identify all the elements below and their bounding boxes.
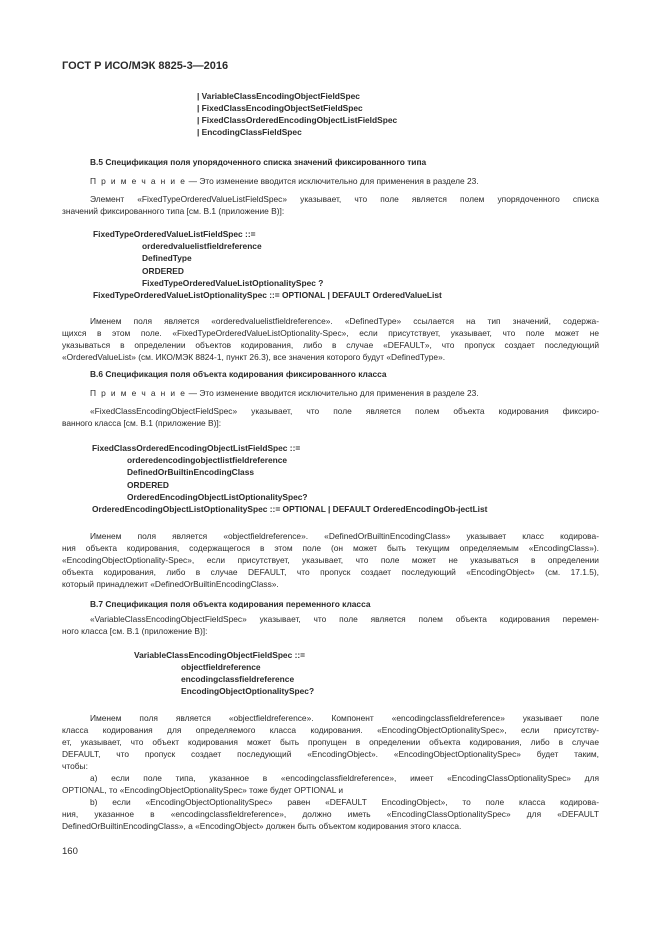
code-line: OrderedEncodingObjectListOptionalitySpec ::= OPTIONAL | DEFAULT OrderedEncodingOb-jectList bbox=[92, 504, 488, 514]
paragraph-b6-1: «FixedClassEncodingObjectFieldSpec» указывает, что поле является полем объекта кодирования фиксиро- ванного класса [см. В.1 (приложение В)]: bbox=[62, 406, 599, 428]
code-line: VariableClassEncodingObjectFieldSpec ::= bbox=[134, 650, 306, 660]
note-b6 bbox=[90, 388, 479, 400]
code-line: FixedTypeOrderedValueListFieldSpec ::= bbox=[93, 229, 256, 239]
code-line: orderedencodingobjectlistfieldreference bbox=[127, 455, 288, 465]
intro-list-item: | FixedClassOrderedEncodingObjectListFieldSpec bbox=[197, 115, 398, 125]
note-label: П р и м е ч а н и е bbox=[90, 176, 187, 186]
code-line: ORDERED bbox=[127, 480, 169, 490]
code-line: OrderedEncodingObjectListOptionalitySpec? bbox=[127, 492, 308, 502]
code-line: orderedvaluelistfieldreference bbox=[142, 241, 262, 251]
code-line: FixedTypeOrderedValueListOptionalitySpec ::= OPTIONAL | DEFAULT OrderedValueList bbox=[93, 290, 442, 300]
intro-list-item: | EncodingClassFieldSpec bbox=[197, 127, 302, 137]
section-heading-b6: В.6 Спецификация поля объекта кодирования фиксированного класса bbox=[90, 369, 387, 379]
code-line: ORDERED bbox=[142, 266, 184, 276]
paragraph-b5-2: Именем поля является «orderedvaluelistfieldreference». «DefinedType» ссылается на тип значений, содержа- щихся в этом поле. «FixedTypeOrderedValueListOptionality-Spec», если присутствует, указывает, что поле может не указываться в определении объектов кодирования, либо в случае «DEFAULT», что пропуск создает последующий «OrderedValueList» (см. ИКО/МЭК 8824-1, пункт 26.3), все значения которого будут «DefinedType». bbox=[62, 316, 599, 362]
code-line: encodingclassfieldreference bbox=[181, 674, 295, 684]
note-label: П р и м е ч а н и е bbox=[90, 388, 187, 398]
intro-list-item: | FixedClassEncodingObjectSetFieldSpec bbox=[197, 103, 363, 113]
paragraph-b6-2: Именем поля является «objectfieldreference». «DefinedOrBuiltinEncodingClass» указывает класс кодирова- ния объекта кодирования, содержащегося в этом поле (он может быть текущим определяемым «EncodingClass»). «EncodingObjectOptionality-Spec», если присутствует, указывает, что поле может не указываться в определении объекта кодирования, либо в случае DEFAULT, что пропуск создает последующий «EncodingObject» (см. 17.1.5), который принадлежит «DefinedOrBuiltinEncodingClass». bbox=[62, 531, 599, 589]
code-line: EncodingObjectOptionalitySpec? bbox=[181, 686, 315, 696]
code-line: FixedClassOrderedEncodingObjectListFieldSpec ::= bbox=[92, 443, 301, 453]
note-text: — Это изменение вводится исключительно для применения в разделе 23. bbox=[188, 388, 479, 398]
intro-list-item: | VariableClassEncodingObjectFieldSpec bbox=[197, 91, 360, 101]
list-item-b: b) если «EncodingObjectOptionalitySpec» равен «DEFAULT EncodingObject», то поле класса кодирова- ния, указанное в «encodingclassfieldreference», должно иметь «EncodingClassOptionalitySpec» для «DEFAULT DefinedOrBuiltinEncodingClass», а «EncodingObject» должен быть объектом кодирования этого класса. bbox=[62, 797, 599, 831]
section-heading-b5: В.5 Спецификация поля упорядоченного списка значений фиксированного типа bbox=[90, 157, 427, 167]
code-line: objectfieldreference bbox=[181, 662, 261, 672]
note-b5 bbox=[90, 176, 479, 188]
section-heading-b7: В.7 Спецификация поля объекта кодирования переменного класса bbox=[90, 599, 371, 609]
document-header: ГОСТ Р ИСО/МЭК 8825-3—2016 bbox=[62, 60, 229, 72]
code-line: FixedTypeOrderedValueListOptionalitySpec ? bbox=[142, 278, 324, 288]
page-number: 160 bbox=[62, 846, 78, 857]
list-item-a: a) если поле типа, указанное в «encodingclassfieldreference», имеет «EncodingClassOptionalitySpec» для OPTIONAL, то «EncodingObjectOptionalitySpec» тоже будет OPTIONAL и bbox=[62, 773, 599, 795]
paragraph-b7-1: «VariableClassEncodingObjectFieldSpec» указывает, что поле является полем объекта кодирования перемен- ного класса [см. В.1 (приложение В)]: bbox=[62, 614, 599, 636]
code-line: DefinedOrBuiltinEncodingClass bbox=[127, 467, 255, 477]
note-text: — Это изменение вводится исключительно для применения в разделе 23. bbox=[188, 176, 479, 186]
paragraph-b7-2: Именем поля является «objectfieldreference». Компонент «encodingclassfieldreference» указывает поле класса кодирования для определяемого класса кодирования. «EncodingObjectOptionalitySpec», если присутству- ет, указывает, что объект кодирования может быть пропущен в определении объекта кодирования, либо в случае DEFAULT, что пропуск создает последующий «EncodingObject». «EncodingObjectOptionalitySpec» будет таким, чтобы: bbox=[62, 713, 599, 771]
code-line: DefinedType bbox=[142, 253, 192, 263]
paragraph-b5-1: Элемент «FixedTypeOrderedValueListFieldSpec» указывает, что поле является полем упорядоченного списка значений фиксированного типа [см. В.1 (приложение В)]: bbox=[62, 194, 599, 216]
